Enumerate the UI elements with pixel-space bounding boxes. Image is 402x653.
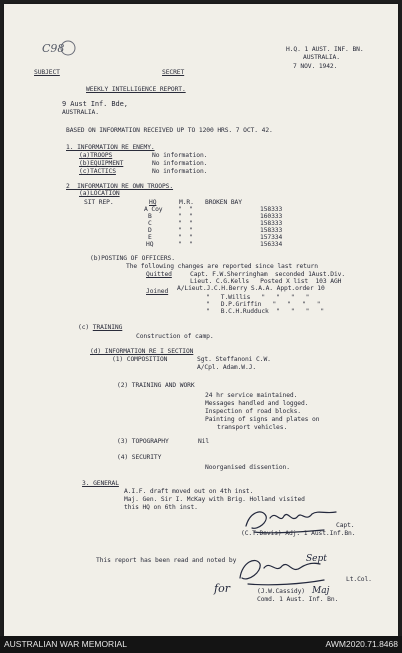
training-work-line: transport vehicles. xyxy=(217,424,288,431)
training-work-line: Messages handled and logged. xyxy=(205,400,309,407)
archive-mark: C98 xyxy=(42,42,65,55)
joined-line2: " D.P.Griffin " " " " xyxy=(206,301,321,308)
training-work-label: (2) TRAINING AND WORK xyxy=(117,382,195,389)
loc-ditto: " " xyxy=(178,234,193,241)
noted-line: This report has been read and noted by xyxy=(96,557,237,564)
addressee-line1: 9 Aust Inf. Bde, xyxy=(62,100,128,108)
composition-line2: A/Cpl. Adam.W.J. xyxy=(197,364,257,371)
loc-ref: 160333 xyxy=(260,213,283,220)
co-name: (J.W.Cassidy) xyxy=(257,588,305,595)
general-heading: 3. GENERAL xyxy=(82,480,119,487)
enemy-equipment-label: (b)EQUIPMENT xyxy=(79,160,124,167)
archive-footer xyxy=(0,636,402,653)
hand-note-sept: Sept xyxy=(306,554,327,564)
i-section-heading: (d) INFORMATION RE I SECTION xyxy=(90,348,194,355)
training-heading: (c) TRAINING xyxy=(78,324,123,331)
hq-address: H.Q. 1 AUST. INF. BN. xyxy=(286,46,364,53)
co-hand-addition: Maj xyxy=(312,586,330,596)
footer-institution: AUSTRALIAN WAR MEMORIAL xyxy=(4,639,127,649)
loc-unit: C xyxy=(148,220,152,227)
report-date: 7 NOV. 1942. xyxy=(293,63,338,70)
hq-country: AUSTRALIA. xyxy=(303,54,340,61)
loc-ref: 158333 xyxy=(260,227,283,234)
loc-unit: A Coy xyxy=(144,206,163,213)
topography-value: Nil xyxy=(198,438,210,445)
quitted-label: Quitted xyxy=(146,271,172,278)
addressee-line2: AUSTRALIA. xyxy=(62,109,99,116)
training-heading-text: TRAINING xyxy=(92,324,123,331)
loc-ref: 157334 xyxy=(260,234,283,241)
secret-label: SECRET xyxy=(162,69,185,76)
general-line3: this HQ on 6th inst. xyxy=(124,504,198,511)
loc-unit: D xyxy=(148,227,152,234)
loc-ditto: " " xyxy=(178,241,193,248)
loc-ditto: " " xyxy=(178,220,193,227)
loc-ditto: " " xyxy=(178,227,193,234)
enemy-troops-value: No information. xyxy=(152,152,208,159)
loc-ditto: " " xyxy=(178,206,193,213)
col-broken-bay: BROKEN BAY xyxy=(205,199,242,206)
loc-ref: 158333 xyxy=(260,220,283,227)
posting-intro: The following changes are reported since last return xyxy=(126,263,318,270)
enemy-tactics-value: No information. xyxy=(152,168,208,175)
adjutant-rank: Capt. xyxy=(336,522,355,529)
training-work-line: Painting of signs and plates on xyxy=(205,416,320,423)
report-title: WEEKLY INTELLIGENCE REPORT. xyxy=(86,86,186,93)
for-mark: for xyxy=(214,582,230,595)
col-hq: HQ xyxy=(149,199,157,206)
stamp-circle xyxy=(58,38,78,58)
footer-accession: AWM2020.71.8468 xyxy=(325,639,398,649)
section1-heading: 1. INFORMATION RE ENEMY. xyxy=(66,144,155,151)
loc-unit: E xyxy=(148,234,152,241)
joined-line3: " B.C.H.Rudduck " " " " xyxy=(206,308,325,315)
enemy-equipment-value: No information. xyxy=(152,160,208,167)
general-line1: A.I.F. draft moved out on 4th inst. xyxy=(124,488,254,495)
loc-ref: 156334 xyxy=(260,241,283,248)
posting-heading: (b)POSTING OF OFFICERS. xyxy=(90,255,175,262)
col-sit-rep: SIT REP. xyxy=(84,199,114,206)
co-rank: Lt.Col. xyxy=(346,576,372,583)
section2-heading: 2 INFORMATION RE OWN TROOPS. xyxy=(66,183,174,190)
location-label: (a)LOCATION xyxy=(79,190,120,197)
joined-line1: " T.Willis " " " " xyxy=(206,294,310,301)
training-text: Construction of camp. xyxy=(136,333,214,340)
enemy-tactics-label: (c)TACTICS xyxy=(79,168,116,175)
quitted-line2: Lieut. C.G.Kells Posted X list 103 AGH xyxy=(190,278,342,285)
col-mr: M.R. xyxy=(179,199,194,206)
security-label: (4) SECURITY xyxy=(117,454,162,461)
loc-unit: B xyxy=(148,213,152,220)
basis-line: BASED ON INFORMATION RECEIVED UP TO 1200 HRS. 7 OCT. 42. xyxy=(66,127,273,134)
co-command: Comd. 1 Aust. Inf. Bn. xyxy=(257,596,339,603)
loc-unit: HQ xyxy=(146,241,154,248)
quitted-line3: A/Lieut.J.C.H.Berry S.A.A. Appt.order 10 xyxy=(177,285,325,292)
topography-label: (3) TOPOGRAPHY xyxy=(117,438,169,445)
loc-ref: 158333 xyxy=(260,206,283,213)
loc-ditto: " " xyxy=(178,213,193,220)
document-page xyxy=(4,4,398,636)
quitted-line1: Capt. F.W.Sherringham seconded 1Aust.Div. xyxy=(190,271,346,278)
composition-line1: Sgt. Steffanoni C.W. xyxy=(197,356,271,363)
security-value: Noorganised dissention. xyxy=(205,464,290,471)
subject-label: SUBJECT xyxy=(34,69,60,76)
joined-label: Joined xyxy=(146,288,169,295)
enemy-troops-label: (a)TROOPS xyxy=(79,152,113,159)
composition-label: (1) COMPOSITION xyxy=(112,356,168,363)
training-work-line: Inspection of road blocks. xyxy=(205,408,301,415)
adjutant-name: (C.T.Davis) Adj. 1 Aust.Inf.Bn. xyxy=(241,530,356,537)
co-signature xyxy=(232,552,352,588)
general-line2: Maj. Gen. Sir I. McKay with Brig. Holland visited xyxy=(124,496,305,503)
training-work-line: 24 hr service maintained. xyxy=(205,392,298,399)
